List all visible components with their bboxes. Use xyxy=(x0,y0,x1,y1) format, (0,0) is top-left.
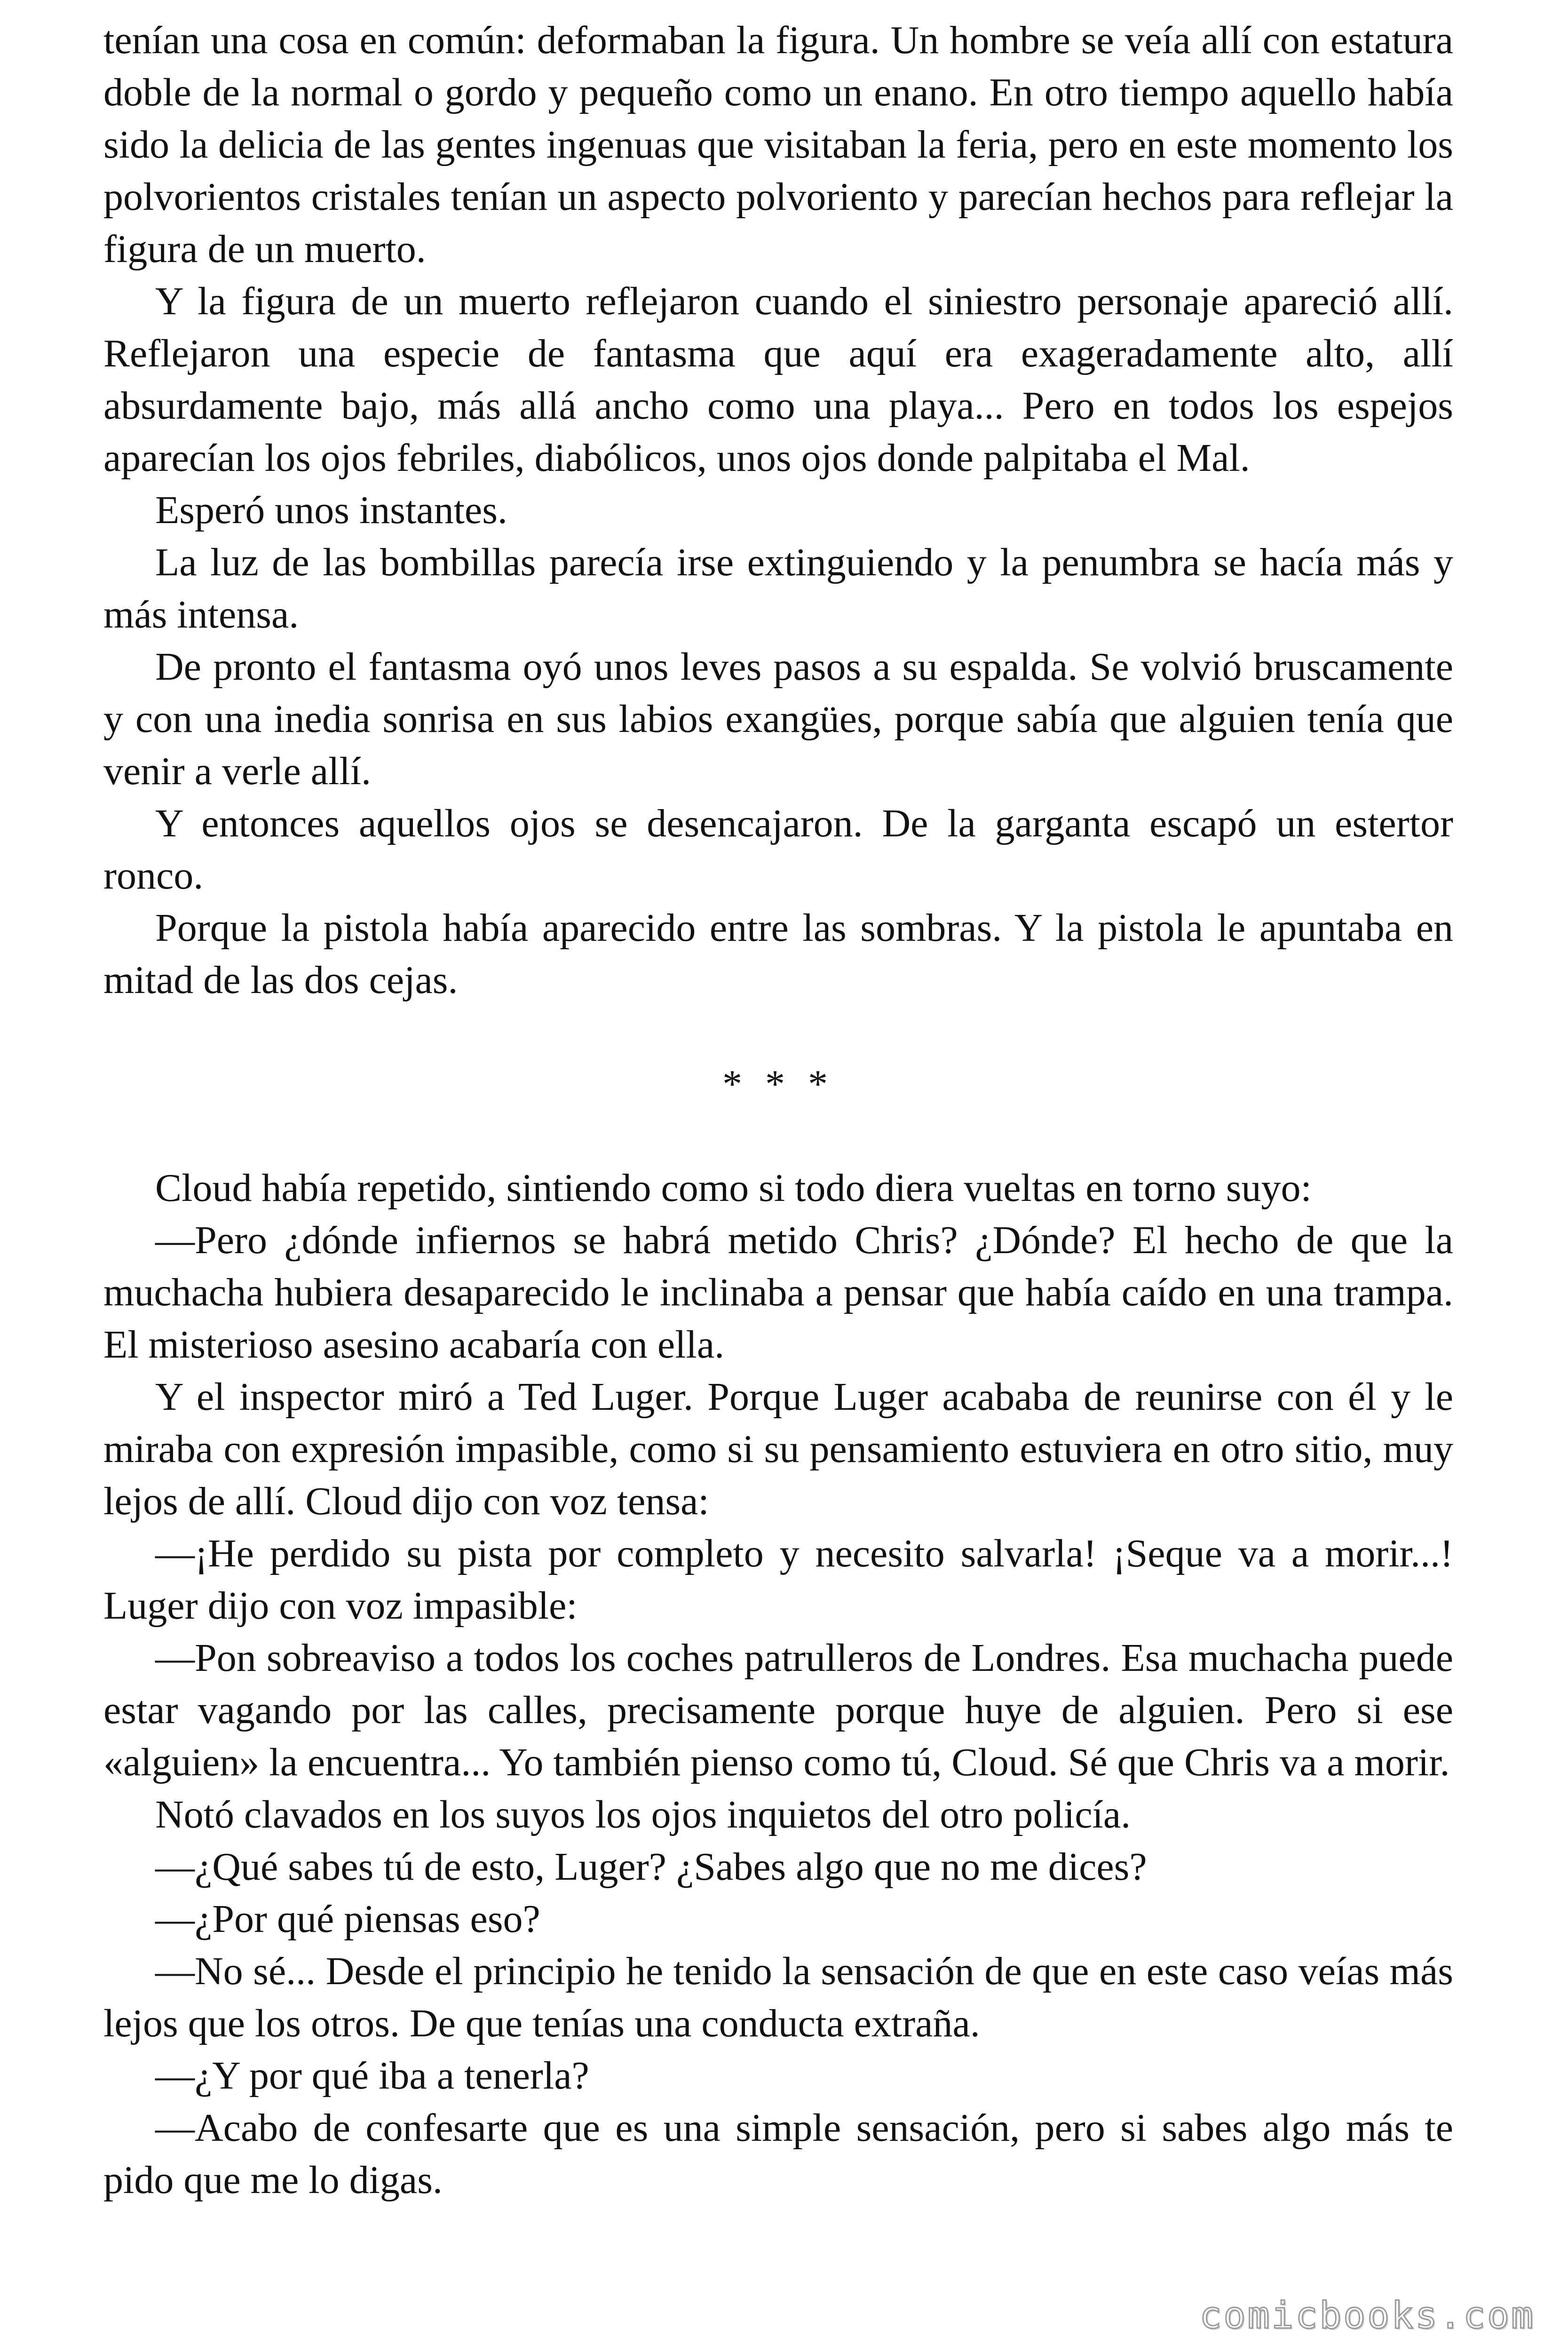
paragraph: Y entonces aquellos ojos se desencajaron. De la garganta escapó un estertor ronco. xyxy=(103,802,1453,898)
paragraph: De pronto el fantasma oyó unos leves pasos a su espalda. Se volvió bruscamente y con una inedia sonrisa en sus labios exangües, porque sabía que alguien tenía que venir a verle allí. xyxy=(103,645,1453,793)
page-body xyxy=(103,14,1453,2206)
paragraph: Cloud había repetido, sintiendo como si todo diera vueltas en torno suyo: xyxy=(155,1166,1312,1210)
paragraph: —¿Y por qué iba a tenerla? xyxy=(155,2054,589,2098)
paragraph: Y la figura de un muerto reflejaron cuando el siniestro personaje apareció allí. Reflejaron una especie de fantasma que aquí era exageradamente alto, allí absurdamente bajo, más allá ancho como una playa... Pero en todos los espejos aparecían los ojos febriles, diabólicos, unos ojos donde palpitaba el Mal. xyxy=(103,279,1453,480)
paragraph: Porque la pistola había aparecido entre las sombras. Y la pistola le apuntaba en mitad de las dos cejas. xyxy=(103,906,1453,1002)
paragraph: La luz de las bombillas parecía irse extinguiendo y la penumbra se hacía más y más intensa. xyxy=(103,540,1453,636)
paragraph: —Pon sobreaviso a todos los coches patrulleros de Londres. Esa muchacha puede estar vagando por las calles, precisamente porque huye de alguien. Pero si ese «alguien» la encuentra... Yo también pienso como tú, Cloud. Sé que Chris va a morir. xyxy=(103,1636,1453,1784)
paragraph: Esperó unos instantes. xyxy=(155,488,507,532)
paragraph: —Pero ¿dónde infiernos se habrá metido Chris? ¿Dónde? El hecho de que la muchacha hubiera desaparecido le inclinaba a pensar que había caído en una trampa. El misterioso asesino acabaría con ella. xyxy=(103,1218,1453,1367)
paragraph: —¡He perdido su pista por completo y necesito salvarla! ¡Seque va a morir...! Luger dijo con voz impasible: xyxy=(103,1532,1453,1628)
paragraph: —Acabo de confesarte que es una simple sensación, pero si sabes algo más te pido que me lo digas. xyxy=(103,2106,1453,2202)
paragraph: —No sé... Desde el principio he tenido la sensación de que en este caso veías más lejos que los otros. De que tenías una conducta extraña. xyxy=(103,1949,1453,2045)
paragraph: —¿Qué sabes tú de esto, Luger? ¿Sabes algo que no me dices? xyxy=(155,1845,1147,1889)
paragraph: Notó clavados en los suyos los ojos inquietos del otro policía. xyxy=(155,1793,1131,1836)
paragraph: tenían una cosa en común: deformaban la figura. Un hombre se veía allí con estatura doble de la normal o gordo y pequeño como un enano. En otro tiempo aquello había sido la delicia de las gentes ingenuas que visitaban la feria, pero en este momento los polvorientos cristales tenían un aspecto polvoriento y parecían hechos para reflejar la figura de un muerto. xyxy=(103,18,1453,271)
paragraph: Y el inspector miró a Ted Luger. Porque Luger acababa de reunirse con él y le miraba con expresión impasible, como si su pensamiento estuviera en otro sitio, muy lejos de allí. Cloud dijo con voz tensa: xyxy=(103,1375,1453,1523)
watermark-logo: comicbooks.com xyxy=(1199,2295,1535,2337)
section-separator: * * * xyxy=(722,1062,834,1106)
paragraph: —¿Por qué piensas eso? xyxy=(155,1897,540,1941)
